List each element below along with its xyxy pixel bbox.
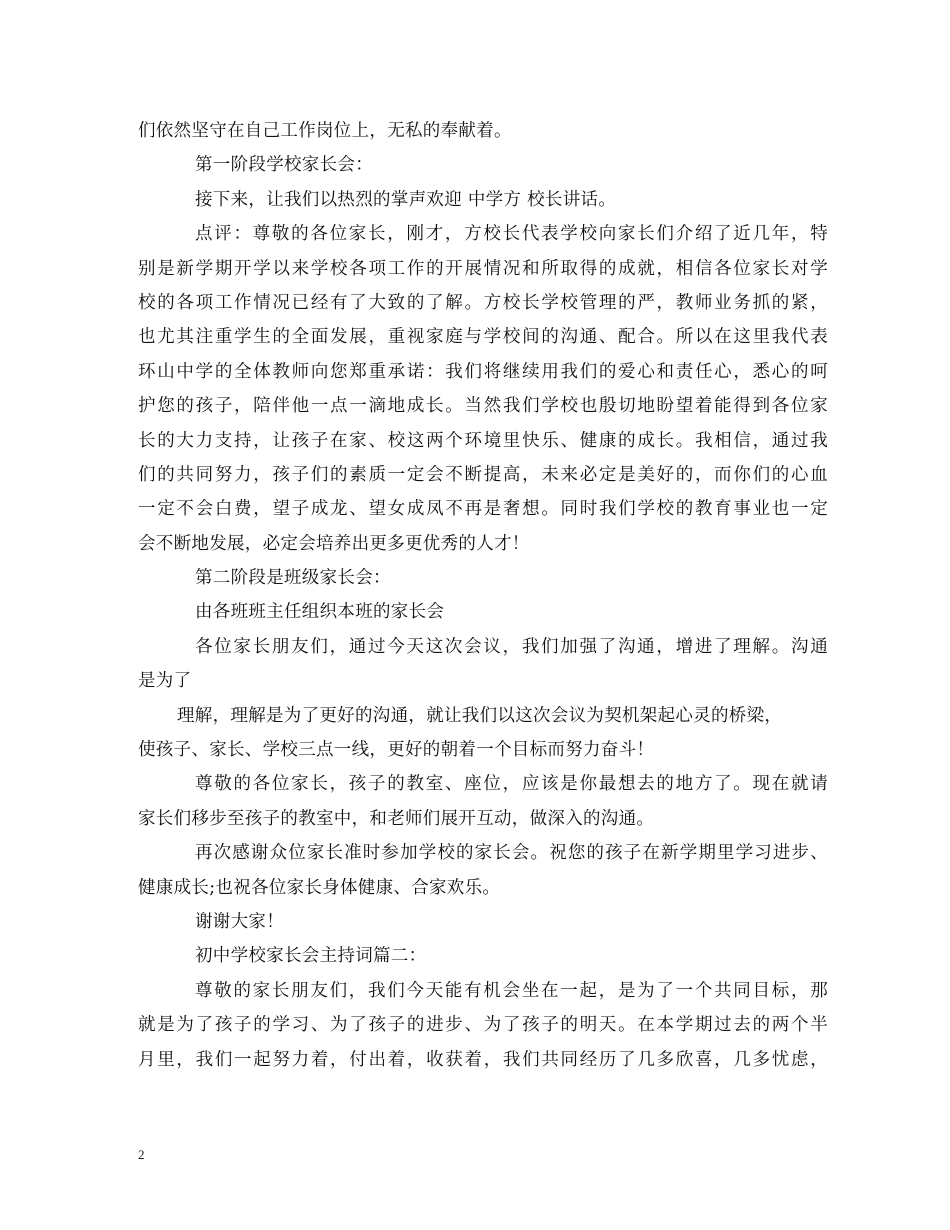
text-line: 就是为了孩子的学习、为了孩子的进步、为了孩子的明天。在本学期过去的两个半 [138, 1015, 828, 1036]
text-line: 们依然坚守在自己工作岗位上，无私的奉献着。 [138, 121, 512, 141]
text-line: 家长们移步至孩子的教室中，和老师们展开互动，做深入的沟通。 [138, 808, 655, 829]
text-line: 接下来，让我们以热烈的掌声欢迎 中学方 校长讲话。 [195, 189, 617, 210]
text-line: 环山中学的全体教师向您郑重承诺：我们将继续用我们的爱心和责任心，悉心的呵 [138, 361, 828, 382]
document-body [138, 114, 828, 1077]
text-line: 由各班班主任组织本班的家长会 [195, 602, 445, 623]
text-line: 是为了 [138, 671, 192, 692]
text-line: 护您的孩子，陪伴他一点一滴地成长。当然我们学校也殷切地盼望着能得到各位家 [138, 396, 828, 417]
text-line: 别是新学期开学以来学校各项工作的开展情况和所取得的成就，相信各位家长对学 [138, 258, 828, 279]
text-line: 校的各项工作情况已经有了大致的了解。方校长学校管理的严，教师业务抓的紧， [138, 292, 828, 313]
section-heading: 第一阶段学校家长会： [195, 155, 373, 176]
text-line: 各位家长朋友们，通过今天这次会议，我们加强了沟通，增进了理解。沟通 [195, 636, 828, 657]
text-line: 再次感谢众位家长准时参加学校的家长会。祝您的孩子在新学期里学习进步、 [195, 843, 828, 864]
text-line: 长的大力支持，让孩子在家、校这两个环境里快乐、健康的成长。我相信，通过我 [138, 430, 828, 451]
text-line: 一定不会白费，望子成龙、望女成凤不再是奢想。同时我们学校的教育事业也一定 [138, 499, 828, 520]
text-line: 健康成长;也祝各位家长身体健康、合家欢乐。 [138, 877, 501, 898]
text-line: 谢谢大家！ [195, 911, 284, 932]
section-heading: 第二阶段是班级家长会： [195, 568, 391, 589]
text-line: 月里，我们一起努力着，付出着，收获着，我们共同经历了几多欣喜，几多忧虑， [138, 1049, 828, 1070]
text-line: 也尤其注重学生的全面发展，重视家庭与学校间的沟通、配合。所以在这里我代表 [138, 327, 828, 348]
text-line: 尊敬的各位家长，孩子的教室、座位，应该是你最想去的地方了。现在就请 [195, 774, 828, 795]
text-line: 使孩子、家长、学校三点一线，更好的朝着一个目标而努力奋斗！ [138, 740, 655, 761]
text-line: 会不断地发展，必定会培养出更多更优秀的人才！ [138, 533, 530, 554]
text-line: 点评：尊敬的各位家长，刚才，方校长代表学校向家长们介绍了近几年，特 [195, 224, 828, 245]
text-line: 理解，理解是为了更好的沟通，就让我们以这次会议为契机架起心灵的桥梁， [177, 705, 783, 726]
text-line: 尊敬的家长朋友们，我们今天能有机会坐在一起，是为了一个共同目标，那 [195, 980, 828, 1001]
text-line: 们的共同努力，孩子们的素质一定会不断提高，未来必定是美好的，而你们的心血 [138, 464, 828, 485]
section-heading: 初中学校家长会主持词篇二： [195, 946, 427, 967]
page-number: 2 [138, 1147, 145, 1162]
